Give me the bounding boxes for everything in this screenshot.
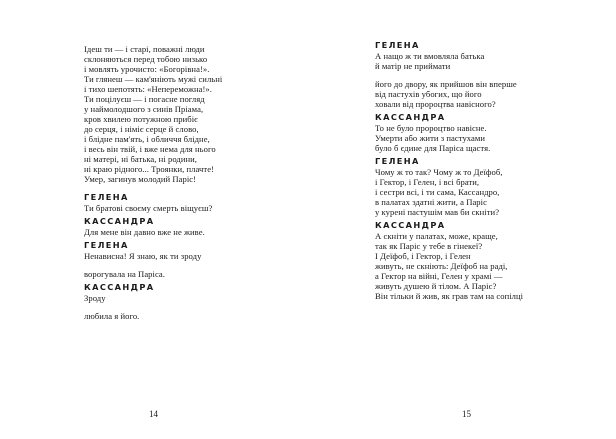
verse-line: склоняються перед тобою низько (84, 54, 208, 64)
verse-line: То не було пророцтво навісне. (375, 122, 487, 133)
verse-line: ховали від пророцтва навісного? (375, 98, 496, 109)
speaker-name: КАССАНДРА (84, 215, 155, 226)
speaker-name: ГЕЛЕНА (375, 40, 420, 50)
speaker-name: ГЕЛЕНА (84, 191, 129, 202)
verse-line: Ненависна! Я знаю, як ти зроду (84, 250, 202, 261)
verse-line: і мовлять урочисто: «Богорівна!». (84, 64, 210, 74)
verse-line: у курені пастушім мав би скніти? (375, 206, 500, 217)
verse-line: його до двору, як прийшов він вперше (375, 78, 517, 89)
verse-line: любила я його. (84, 310, 140, 321)
speaker-name: ГЕЛЕНА (375, 155, 420, 166)
verse-line: А нащо ж ти вмовляла батька (375, 51, 485, 61)
right-page (308, 0, 616, 439)
verse-line: Зроду (84, 292, 106, 303)
speaker-name: КАССАНДРА (375, 111, 446, 122)
verse-line: Він тільки й жив, як грав там на сопілці (375, 290, 524, 301)
verse-line: живуть, не скніють: Деїфоб на раді, (375, 260, 508, 271)
verse-line: Чому ж то так? Чому ж то Деїфоб, (375, 166, 503, 177)
verse-line: Умерти або жити з пастухами (375, 132, 486, 143)
verse-line: і сестри всі, і ти сама, Кассандро, (375, 186, 500, 197)
verse-line: А скніти у палатах, може, краще, (375, 230, 498, 241)
speaker-name: ГЕЛЕНА (84, 239, 129, 250)
verse-line: Ти поцілуєш — і погасне погляд (84, 94, 205, 104)
verse-line: І Деїфоб, і Гектор, і Гелен (375, 250, 471, 261)
verse-line: Ти глянеш — кам'яніють мужі сильні (84, 74, 223, 84)
verse-line: в палатах здатні жити, а Паріс (375, 196, 487, 207)
verse-line: від пастухів убогих, що його (375, 88, 482, 99)
verse-line: й матір не приймати (375, 61, 451, 71)
verse-line: до серця, і німіє серце й слово, (84, 124, 199, 134)
verse-line: Умер, загинув молодий Паріс! (84, 174, 197, 184)
speaker-name: КАССАНДРА (375, 219, 446, 230)
page-number: 15 (462, 409, 471, 419)
verse-line: ні матері, ні батька, ні родини, (84, 154, 197, 164)
verse-line: кров хвилею потужною прибіє (84, 114, 198, 124)
verse-line: Ідеш ти — і старі, поважні люди (84, 44, 205, 54)
left-page-text (84, 44, 294, 321)
page-number: 14 (149, 409, 158, 419)
verse-line: ні краю рідного... Троянки, плачте! (84, 164, 214, 174)
right-page-text (375, 40, 595, 301)
verse-line: і весь він твій, і вже нема для нього (84, 144, 216, 154)
verse-line: так як Паріс у тебе в гінекеї? (375, 240, 483, 251)
verse-line: і Гектор, і Гелен, і всі брати, (375, 176, 480, 187)
verse-line: і тихо шепотять: «Непереможна!». (84, 84, 212, 94)
speaker-name: КАССАНДРА (84, 281, 155, 292)
verse-line: живуть душею й тілом. А Паріс? (375, 280, 497, 291)
verse-line: у наймолодшого з синів Пріама, (84, 104, 204, 114)
verse-line: а Гектор на війні, Гелен у храмі — (375, 270, 503, 281)
verse-line: і блідне пам'ять, і обличчя блідне, (84, 134, 210, 144)
verse-line: Для мене він давно вже не живе. (84, 226, 205, 237)
verse-line: Ти братові своєму смерть віщуєш? (84, 202, 213, 213)
verse-line: було б єдине для Паріса щастя. (375, 142, 491, 153)
verse-line: ворогувала на Паріса. (84, 268, 165, 279)
